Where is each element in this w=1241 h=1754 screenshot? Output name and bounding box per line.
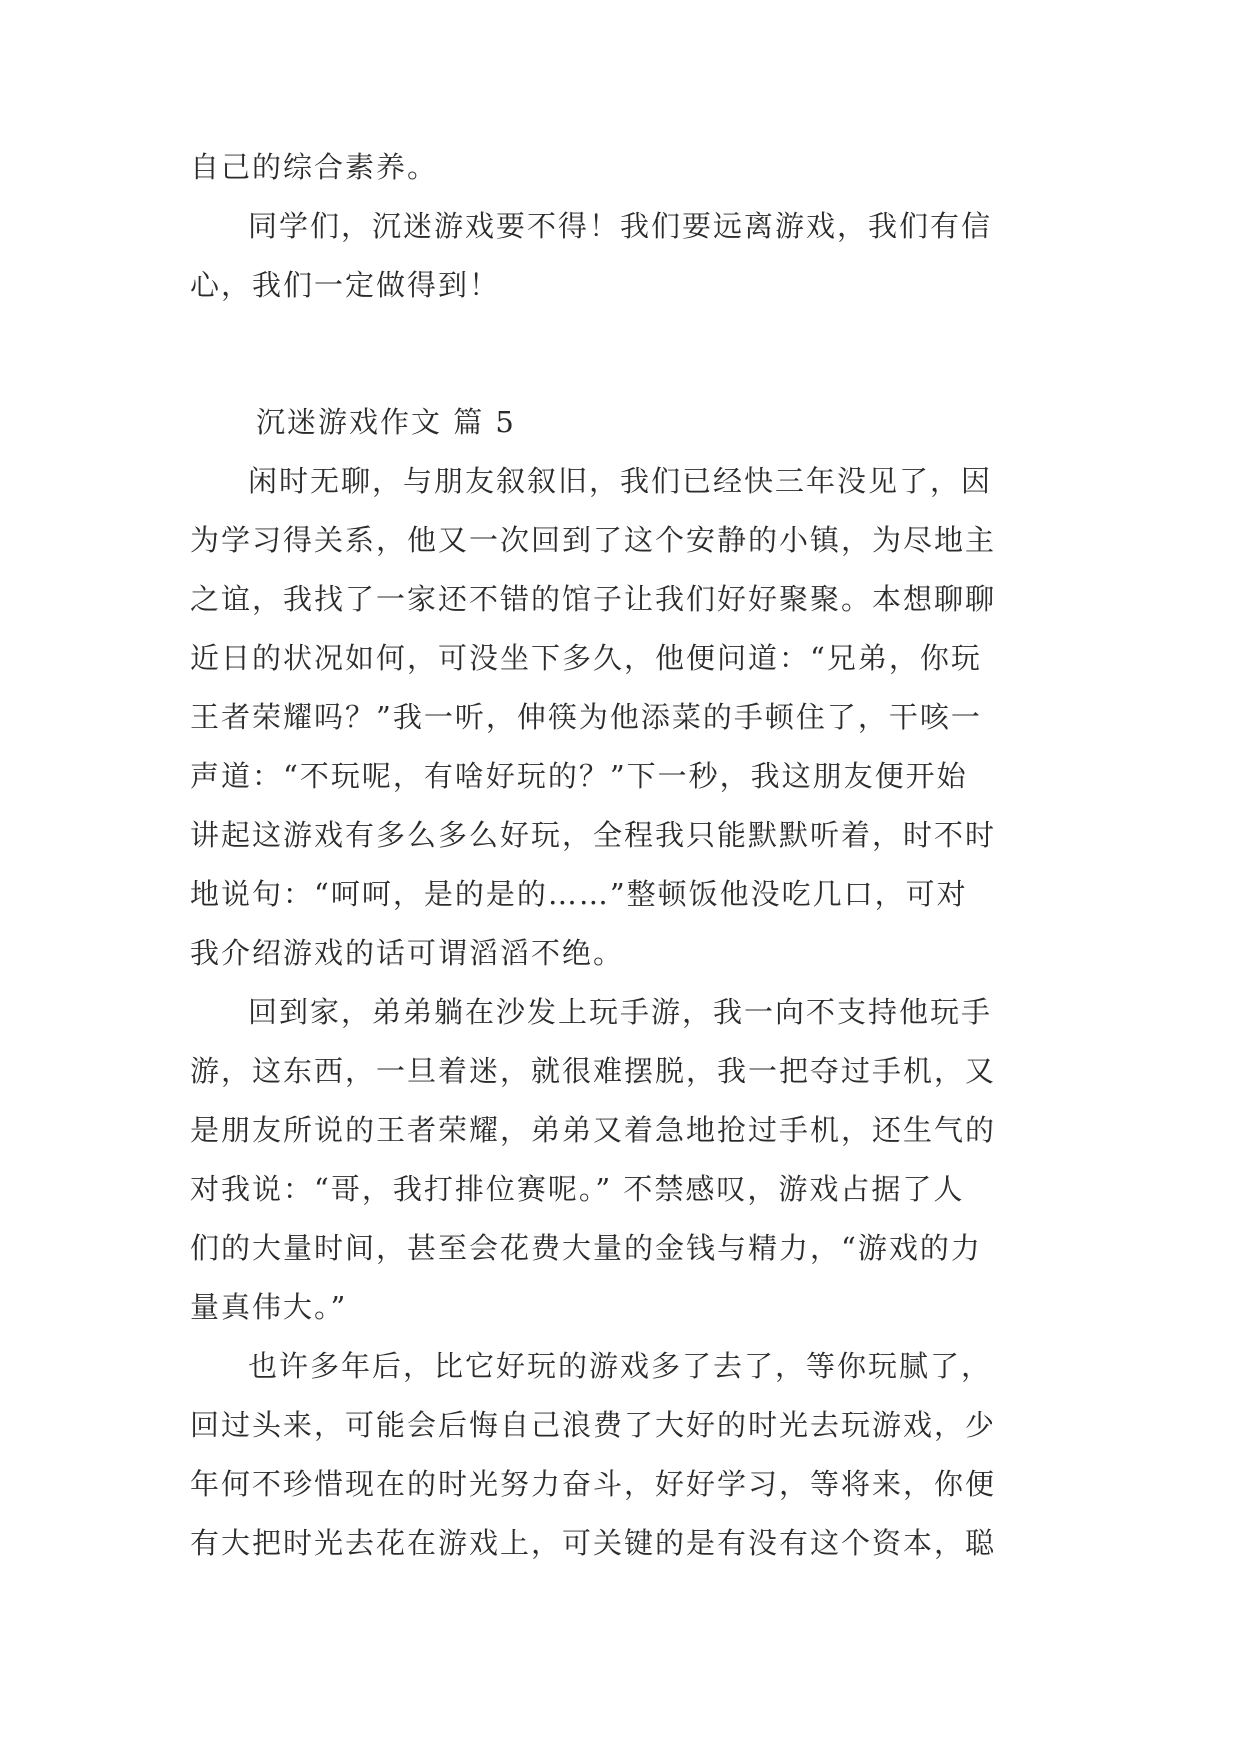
- text-line: 量真伟大。”: [190, 1290, 348, 1324]
- essay-paragraph-1: [190, 452, 1060, 983]
- text-line: 对我说：“哥，我打排位赛呢。” 不禁感叹，游戏占据了人: [190, 1172, 965, 1206]
- text-line: 回过头来，可能会后悔自己浪费了大好的时光去玩游戏，少: [190, 1408, 997, 1442]
- text-line: 回到家，弟弟躺在沙发上玩手游，我一向不支持他玩手: [248, 995, 993, 1029]
- text-line: 也许多年后，比它好玩的游戏多了去了，等你玩腻了，: [248, 1349, 993, 1383]
- text-line: 自己的综合素养。: [190, 150, 439, 184]
- text-line: 是朋友所说的王者荣耀，弟弟又着急地抢过手机，还生气的: [190, 1113, 997, 1147]
- text-line: 王者荣耀吗？”我一听，伸筷为他添菜的手顿住了，干咳一: [190, 700, 982, 734]
- text-line: 们的大量时间，甚至会花费大量的金钱与精力，“游戏的力: [190, 1231, 982, 1265]
- text-line: 闲时无聊，与朋友叙叙旧，我们已经快三年没见了，因: [248, 464, 993, 498]
- continued-paragraph: [190, 138, 1060, 197]
- text-line: 讲起这游戏有多么多么好玩，全程我只能默默听着，时不时: [190, 818, 997, 852]
- closing-paragraph: [190, 197, 1060, 315]
- text-line: 同学们，沉迷游戏要不得！我们要远离游戏，我们有信: [248, 209, 993, 243]
- essay-heading: 沉迷游戏作文 篇 5: [256, 405, 516, 439]
- essay-body: [190, 452, 1060, 1573]
- text-line: 声道：“不玩呢，有啥好玩的？”下一秒，我这朋友便开始: [190, 759, 968, 793]
- top-text-block: [190, 138, 1060, 315]
- text-line: 地说句：“呵呵，是的是的……”整顿饭他没吃几口，可对: [190, 877, 968, 911]
- text-line: 我介绍游戏的话可谓滔滔不绝。: [190, 936, 625, 970]
- text-line: 近日的状况如何，可没坐下多久，他便问道：“兄弟，你玩: [190, 641, 982, 675]
- text-line: 游，这东西，一旦着迷，就很难摆脱，我一把夺过手机，又: [190, 1054, 997, 1088]
- essay-paragraph-3: [190, 1337, 1060, 1573]
- essay-paragraph-2: [190, 983, 1060, 1337]
- text-line: 有大把时光去花在游戏上，可关键的是有没有这个资本，聪: [190, 1526, 997, 1560]
- text-line: 之谊，我找了一家还不错的馆子让我们好好聚聚。本想聊聊: [190, 582, 997, 616]
- text-line: 心，我们一定做得到！: [190, 268, 501, 302]
- text-line: 年何不珍惜现在的时光努力奋斗，好好学习，等将来，你便: [190, 1467, 997, 1501]
- text-line: 为学习得关系，他又一次回到了这个安静的小镇，为尽地主: [190, 523, 997, 557]
